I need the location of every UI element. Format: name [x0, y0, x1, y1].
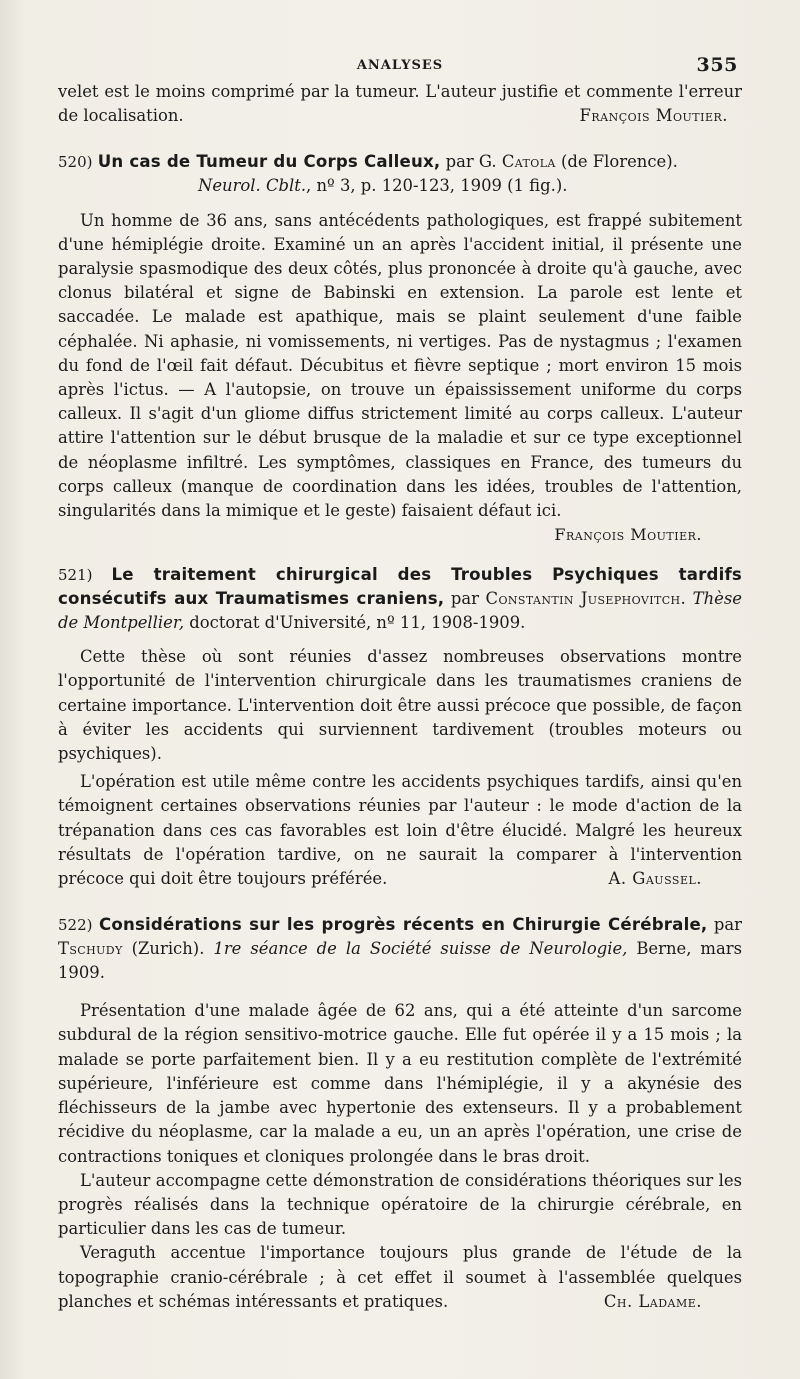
entry-520-byline-prefix: par G.: [445, 152, 497, 172]
entry-521: [58, 563, 742, 891]
entry-522-number: 522): [58, 916, 93, 935]
running-title: ANALYSES: [356, 58, 444, 73]
entry-521-paragraph-2-text: L'opération est utile même contre les accidents psychiques tardifs, ainsi qu'en témoignent certaines observations réunies par l'auteur : le mode d'action de la trépanation dans ces cas favorables est loin d'être élucidé. Malgré les heureux résultats de l'opération tardive, on ne saurait la comparer à l'intervention précoce qui doit être toujours préférée.: [58, 772, 742, 889]
entry-522-author: Tschudy: [58, 939, 123, 959]
article-body: [58, 80, 742, 1314]
entry-521-byline-prefix: par: [450, 589, 479, 609]
entry-521-journal: Thèse de Montpellier,: [58, 589, 742, 633]
entry-520-affiliation: (de Florence).: [560, 152, 678, 172]
entry-520-journal: Neurol. Cblt.: [198, 176, 307, 196]
entry-521-paragraph-2: [58, 770, 742, 891]
running-head: [58, 54, 742, 80]
page-number: 355: [696, 54, 738, 76]
entry-522-paragraph-3: [58, 1241, 742, 1314]
entry-521-heading: [58, 563, 742, 635]
entry-520-number: 520): [58, 153, 93, 172]
entry-522-signature: Ch. Ladame.: [603, 1291, 702, 1311]
entry-520: [58, 150, 742, 547]
entry-522-journal: 1re séance de la Société suisse de Neurologie,: [213, 939, 628, 959]
prev-entry-paragraph: velet est le moins comprimé par la tumeur. L'auteur justifie et commente l'erreur de localisation.: [58, 82, 742, 126]
entry-522-affiliation: (Zurich).: [131, 939, 205, 959]
entry-521-citation-rest: doctorat d'Université, nº 11, 1908-1909.: [184, 613, 526, 633]
entry-521-signature: A. Gaussel.: [608, 869, 702, 889]
prev-entry-text: [58, 80, 742, 128]
entry-522: [58, 913, 742, 1314]
entry-520-citation: [58, 174, 742, 198]
entry-521-number: 521): [58, 566, 93, 585]
prev-entry-signature: François Moutier.: [579, 106, 728, 126]
entry-522-heading: [58, 913, 742, 985]
entry-521-author: Constantin Jusephovitch.: [485, 589, 687, 609]
entry-520-title: Un cas de Tumeur du Corps Calleux,: [97, 152, 441, 172]
entry-520-paragraph: Un homme de 36 ans, sans antécédents pathologiques, est frappé subitement d'une hémiplégie droite. Examiné un an après l'accident initial, il présente une paralysie spasmodique des deux côtés, plus prononcée à droite qu'à gauche, avec clonus bilatéral et signe de Babinski en extension. La parole est lente et saccadée. Le malade est apathique, mais se plaint seulement d'une faible céphalée. Ni aphasie, ni vomissements, ni vertiges. Pas de nystagmus ; l'examen du fond de l'œil fait défaut. Décubitus et fièvre septique ; mort environ 15 mois après l'ictus. — A l'autopsie, on trouve un épaississement uniforme du corps calleux. Il s'agit d'un gliome diffus strictement limité au corps calleux. L'auteur attire l'attention sur le début brusque de la maladie et sur ce type exceptionnel de néoplasme infiltré. Les symptômes, classiques en France, des tumeurs du corps calleux (manque de coordination dans les idées, troubles de l'attention, singularités dans la mimique et le geste) faisaient défaut ici.: [58, 210, 742, 521]
entry-520-heading: [58, 150, 742, 174]
entry-522-title: Considérations sur les progrès récents en Chirurgie Cérébrale,: [98, 915, 708, 935]
entry-522-paragraph-3-text: Veraguth accentue l'importance toujours plus grande de l'étude de la topographie cranio-cérébrale ; à cet effet il soumet à l'assemblée quelques planches et schémas intéressants et pratiques.: [58, 1243, 742, 1311]
entry-522-byline-prefix: par: [713, 915, 743, 935]
entry-521-paragraph-1: Cette thèse où sont réunies d'assez nombreuses observations montre l'opportunité de l'intervention chirurgicale dans les traumatismes craniens de certaine importance. L'intervention doit être aussi précoce que possible, de façon à éviter les accidents qui surviennent tardivement (troubles moteurs ou psychiques).: [58, 647, 742, 764]
entry-521-title: Le traitement chirurgical des Troubles Psychiques tardifs consécutifs aux Traumatismes craniens,: [58, 565, 742, 609]
entry-522-paragraph-1: Présentation d'une malade âgée de 62 ans, qui a été atteinte d'un sarcome subdural de la région sensitivo-motrice gauche. Elle fut opérée il y a 15 mois ; la malade se porte parfaitement bien. Il y a eu restitution complète de l'extrémité supérieure, l'inférieure est comme dans l'hémiplégie, il y a akynésie des fléchisseurs de la jambe avec hypertonie des extenseurs. Il y a probablement récidive du néoplasme, car la malade a eu, un an après l'opération, une crise de contractions toniques et cloniques prolongée dans le bras droit.: [58, 1001, 742, 1166]
entry-520-citation-rest: , nº 3, p. 120-123, 1909 (1 fig.).: [306, 176, 568, 196]
entry-522-citation-rest: Berne, mars 1909.: [58, 939, 742, 983]
entry-520-author: Catola: [501, 152, 556, 172]
entry-520-signature: François Moutier.: [554, 525, 702, 545]
entry-522-paragraph-2: L'auteur accompagne cette démonstration de considérations théoriques sur les progrès réalisés dans la technique opératoire de la chirurgie cérébrale, en particulier dans les cas de tumeur.: [58, 1170, 742, 1239]
